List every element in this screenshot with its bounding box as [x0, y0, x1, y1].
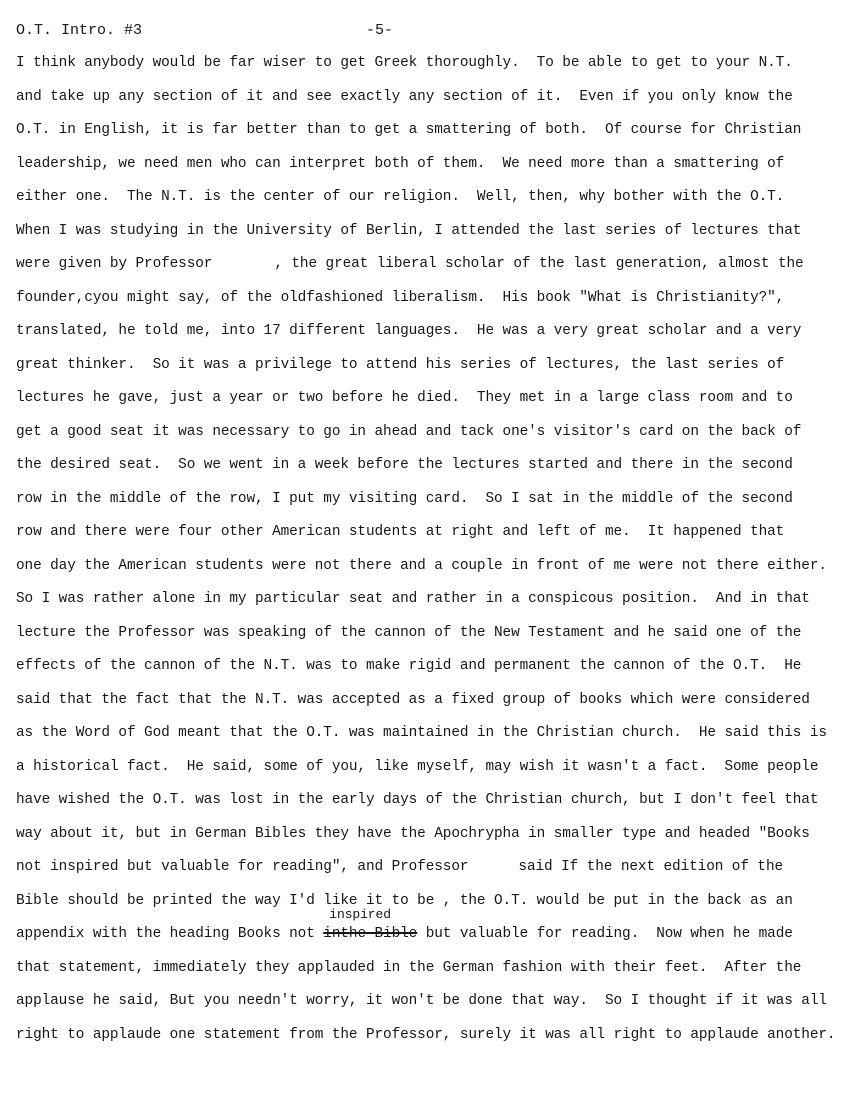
text-line: said that the fact that the N.T. was accepted as a fixed group of books which were considered — [16, 691, 810, 708]
text-segment: not inspired but valuable for reading", and Professor — [16, 859, 469, 875]
page-number: -5- — [366, 22, 394, 39]
text-line: lecture the Professor was speaking of the cannon of the New Testament and he said one of the — [16, 624, 802, 641]
text-line — [16, 856, 836, 890]
text-line: founder,cyou might say, of the oldfashioned liberalism. His book "What is Christianity?", — [16, 289, 785, 306]
text-line — [16, 253, 836, 287]
text-segment: , the great liberal scholar of the last generation, almost the — [274, 256, 804, 272]
text-line: way about it, but in German Bibles they have the Apochrypha in smaller type and headed "Books — [16, 825, 810, 842]
text-segment: were given by Professor — [16, 256, 213, 272]
text-line: great thinker. So it was a privilege to attend his series of lectures, the last series of — [16, 356, 785, 373]
text-line: effects of the cannon of the N.T. was to make rigid and permanent the cannon of the O.T. He — [16, 658, 802, 674]
document-title: O.T. Intro. #3 — [16, 22, 143, 39]
text-line: Bible should be printed the way I'd like it to be , the O.T. would be put in the back as an — [16, 892, 793, 909]
text-segment: appendix with the heading Books not — [16, 926, 324, 942]
text-line: that statement, immediately they applauded in the German fashion with their feet. After the — [16, 959, 802, 976]
text-line: and take up any section of it and see exactly any section of it. Even if you only know the — [16, 88, 793, 105]
text-line: O.T. in English, it is far better than to get a smattering of both. Of course for Christian — [16, 122, 802, 138]
text-line: the desired seat. So we went in a week before the lectures started and there in the second — [16, 457, 793, 473]
text-line: as the Word of God meant that the O.T. was maintained in the Christian church. He said this is — [16, 725, 827, 741]
text-line: When I was studying in the University of Berlin, I attended the last series of lectures that — [16, 222, 802, 239]
text-line: row in the middle of the row, I put my visiting card. So I sat in the middle of the second — [16, 490, 793, 507]
text-line: get a good seat it was necessary to go in ahead and tack one's visitor's card on the back of — [16, 423, 802, 440]
text-line: right to applaude one statement from the Professor, surely it was all right to applaude another. — [16, 1026, 836, 1043]
struck-out-word — [323, 907, 418, 945]
text-line: applause he said, But you needn't worry, it won't be done that way. So I thought if it was all — [16, 993, 827, 1009]
text-line — [16, 907, 836, 957]
text-line: lectures he gave, just a year or two before he died. They met in a large class room and to — [16, 390, 793, 406]
body-text — [16, 52, 836, 1057]
text-line: either one. The N.T. is the center of our religion. Well, then, why bother with the O.T. — [16, 189, 785, 205]
text-line: have wished the O.T. was lost in the early days of the Christian church, but I don't feel that — [16, 792, 819, 808]
text-line: I think anybody would be far wiser to get Greek thoroughly. To be able to get to your N.T. — [16, 55, 793, 71]
text-line: translated, he told me, into 17 different languages. He was a very great scholar and a very — [16, 323, 802, 339]
text-line: a historical fact. He said, some of you, like myself, may wish it wasn't a fact. Some people — [16, 758, 819, 775]
struck-text: inthe Bible — [323, 926, 418, 942]
text-line: one day the American students were not there and a couple in front of me were not there either. — [16, 557, 827, 574]
text-segment: said If the next edition of the — [518, 859, 784, 875]
text-line: leadership, we need men who can interpret both of them. We need more than a smattering of — [16, 155, 785, 172]
text-segment: but valuable for reading. Now when he made — [417, 926, 793, 942]
text-line: row and there were four other American students at right and left of me. It happened that — [16, 524, 785, 540]
text-line: So I was rather alone in my particular seat and rather in a conspicous position. And in that — [16, 591, 810, 607]
inserted-correction: inspired — [329, 907, 391, 922]
page-header — [16, 22, 836, 42]
